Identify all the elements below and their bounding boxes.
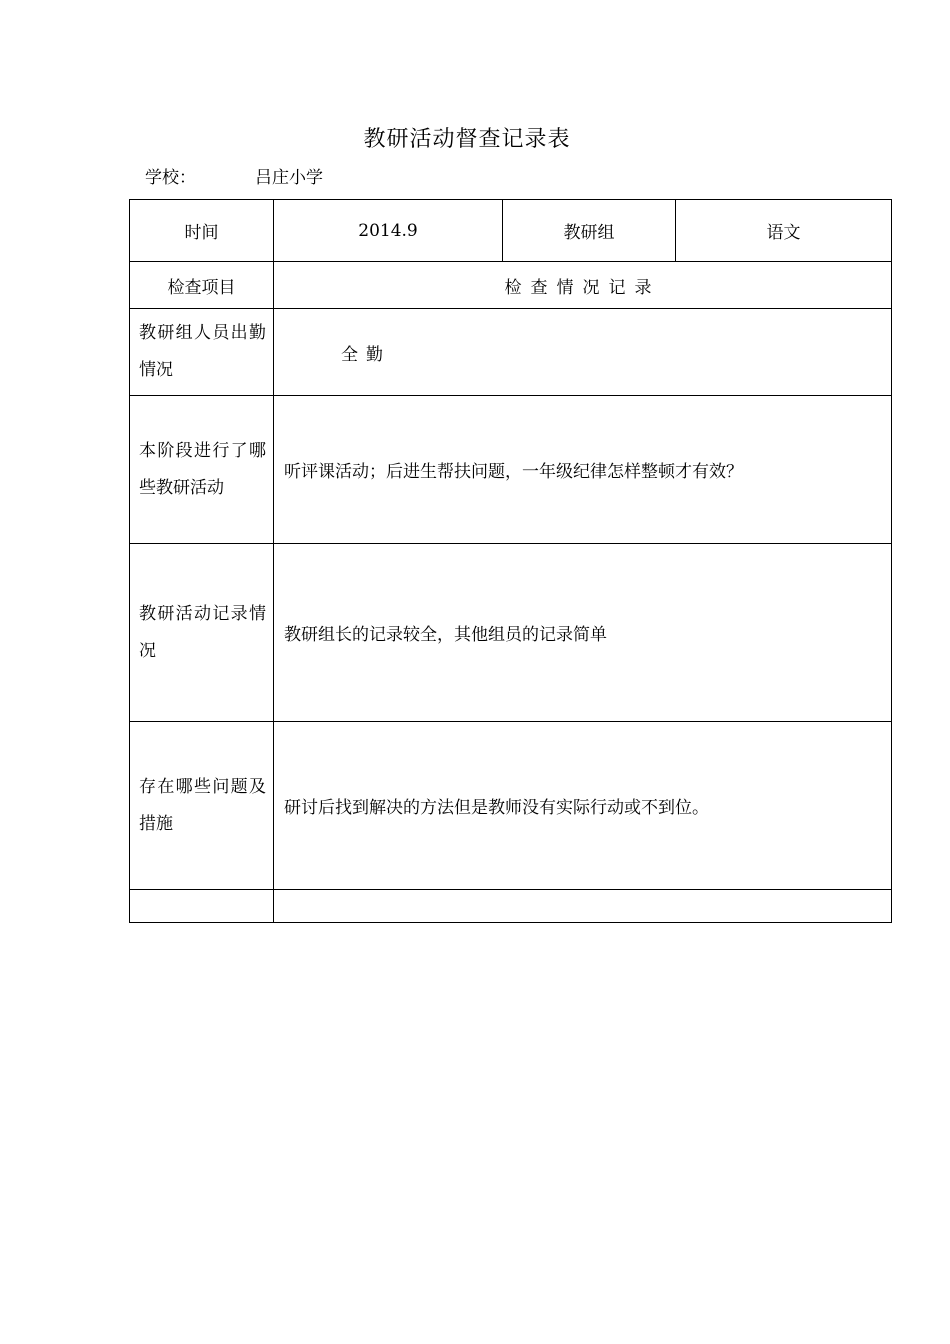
school-name: 吕庄小学 (255, 168, 323, 188)
row-content-attendance: 全勤 (274, 309, 892, 396)
row-content-problems: 研讨后找到解决的方法但是教师没有实际行动或不到位。 (274, 722, 892, 890)
row-content-activities: 听评课活动；后进生帮扶问题，一年级纪律怎样整顿才有效？ (274, 396, 892, 544)
row-label-activities: 本阶段进行了哪些教研活动 (130, 396, 274, 544)
time-label: 时间 (130, 200, 274, 262)
inspection-record-table (129, 199, 892, 923)
column-header-row (130, 262, 892, 309)
header-row (130, 200, 892, 262)
table-row (130, 544, 892, 722)
table-row (130, 396, 892, 544)
record-column-header: 检查情况记录 (274, 262, 892, 309)
row-content-records: 教研组长的记录较全，其他组员的记录简单 (274, 544, 892, 722)
table-row (130, 722, 892, 890)
empty-content-cell (274, 890, 892, 923)
time-value: 2014.9 (274, 200, 503, 262)
group-label: 教研组 (503, 200, 676, 262)
group-value: 语文 (676, 200, 892, 262)
school-line (145, 163, 323, 188)
row-label-records: 教研活动记录情况 (130, 544, 274, 722)
row-label-problems: 存在哪些问题及措施 (130, 722, 274, 890)
school-label: 学校： (145, 168, 196, 188)
row-label-attendance: 教研组人员出勤情况 (130, 309, 274, 396)
empty-label-cell (130, 890, 274, 923)
page-title: 教研活动督查记录表 (363, 127, 571, 152)
item-column-header: 检查项目 (130, 262, 274, 309)
table-row (130, 309, 892, 396)
empty-row (130, 890, 892, 923)
